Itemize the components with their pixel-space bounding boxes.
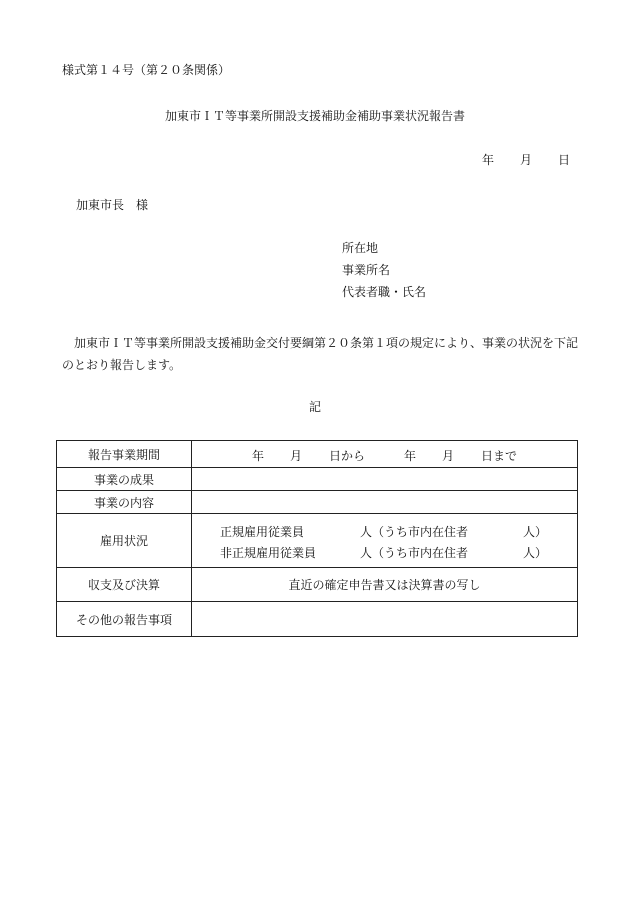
result-value: [192, 468, 578, 491]
content-label: 事業の内容: [57, 491, 192, 514]
body-text: [62, 332, 582, 376]
table-row-finance: [57, 568, 578, 602]
document-title: 加東市ＩＴ等事業所開設支援補助金補助事業状況報告書: [164, 109, 465, 123]
table-row-employment: [57, 514, 578, 568]
period-to-day: 日まで: [481, 449, 518, 463]
other-value: [192, 602, 578, 637]
applicant-block: [342, 241, 426, 307]
report-table: [56, 440, 578, 637]
period-value: [192, 441, 578, 468]
content-value: [192, 491, 578, 514]
table-row-other: [57, 602, 578, 637]
period-from-month: 月: [290, 449, 303, 463]
form-number: 様式第１４号（第２０条関係）: [62, 63, 231, 77]
date-month: 月: [520, 153, 533, 167]
address-label: 所在地: [342, 241, 379, 255]
period-to-month: 月: [442, 449, 455, 463]
finance-label: 収支及び決算: [57, 568, 192, 602]
representative-label: 代表者職・氏名: [342, 285, 427, 299]
employment-label: 雇用状況: [57, 514, 192, 568]
date-day: 日: [558, 153, 571, 167]
date-year: 年: [482, 153, 495, 167]
finance-value: 直近の確定申告書又は決算書の写し: [192, 568, 578, 602]
period-to-year: 年: [404, 449, 417, 463]
nonregular-employees-label: 非正規雇用従業員: [220, 546, 317, 560]
nonregular-persons-label: 人（うち市内在住者: [360, 546, 469, 560]
period-from-year: 年: [252, 449, 265, 463]
regular-close: 人）: [523, 525, 548, 539]
table-row-period: [57, 441, 578, 468]
other-label: その他の報告事項: [57, 602, 192, 637]
office-name-label: 事業所名: [342, 263, 391, 277]
ki-heading: 記: [308, 400, 321, 414]
table-row-content: [57, 491, 578, 514]
regular-employees-label: 正規雇用従業員: [220, 525, 305, 539]
result-label: 事業の成果: [57, 468, 192, 491]
regular-persons-label: 人（うち市内在住者: [360, 525, 469, 539]
addressee: 加東市長 様: [76, 198, 149, 212]
nonregular-close: 人）: [523, 546, 548, 560]
table-row-result: [57, 468, 578, 491]
employment-value: [192, 514, 578, 568]
period-label: 報告事業期間: [57, 441, 192, 468]
period-from-day: 日から: [329, 449, 366, 463]
body-text-content: 加東市ＩＴ等事業所開設支援補助金交付要綱第２０条第１項の規定により、事業の状況を下記のとおり報告します。: [62, 336, 579, 372]
